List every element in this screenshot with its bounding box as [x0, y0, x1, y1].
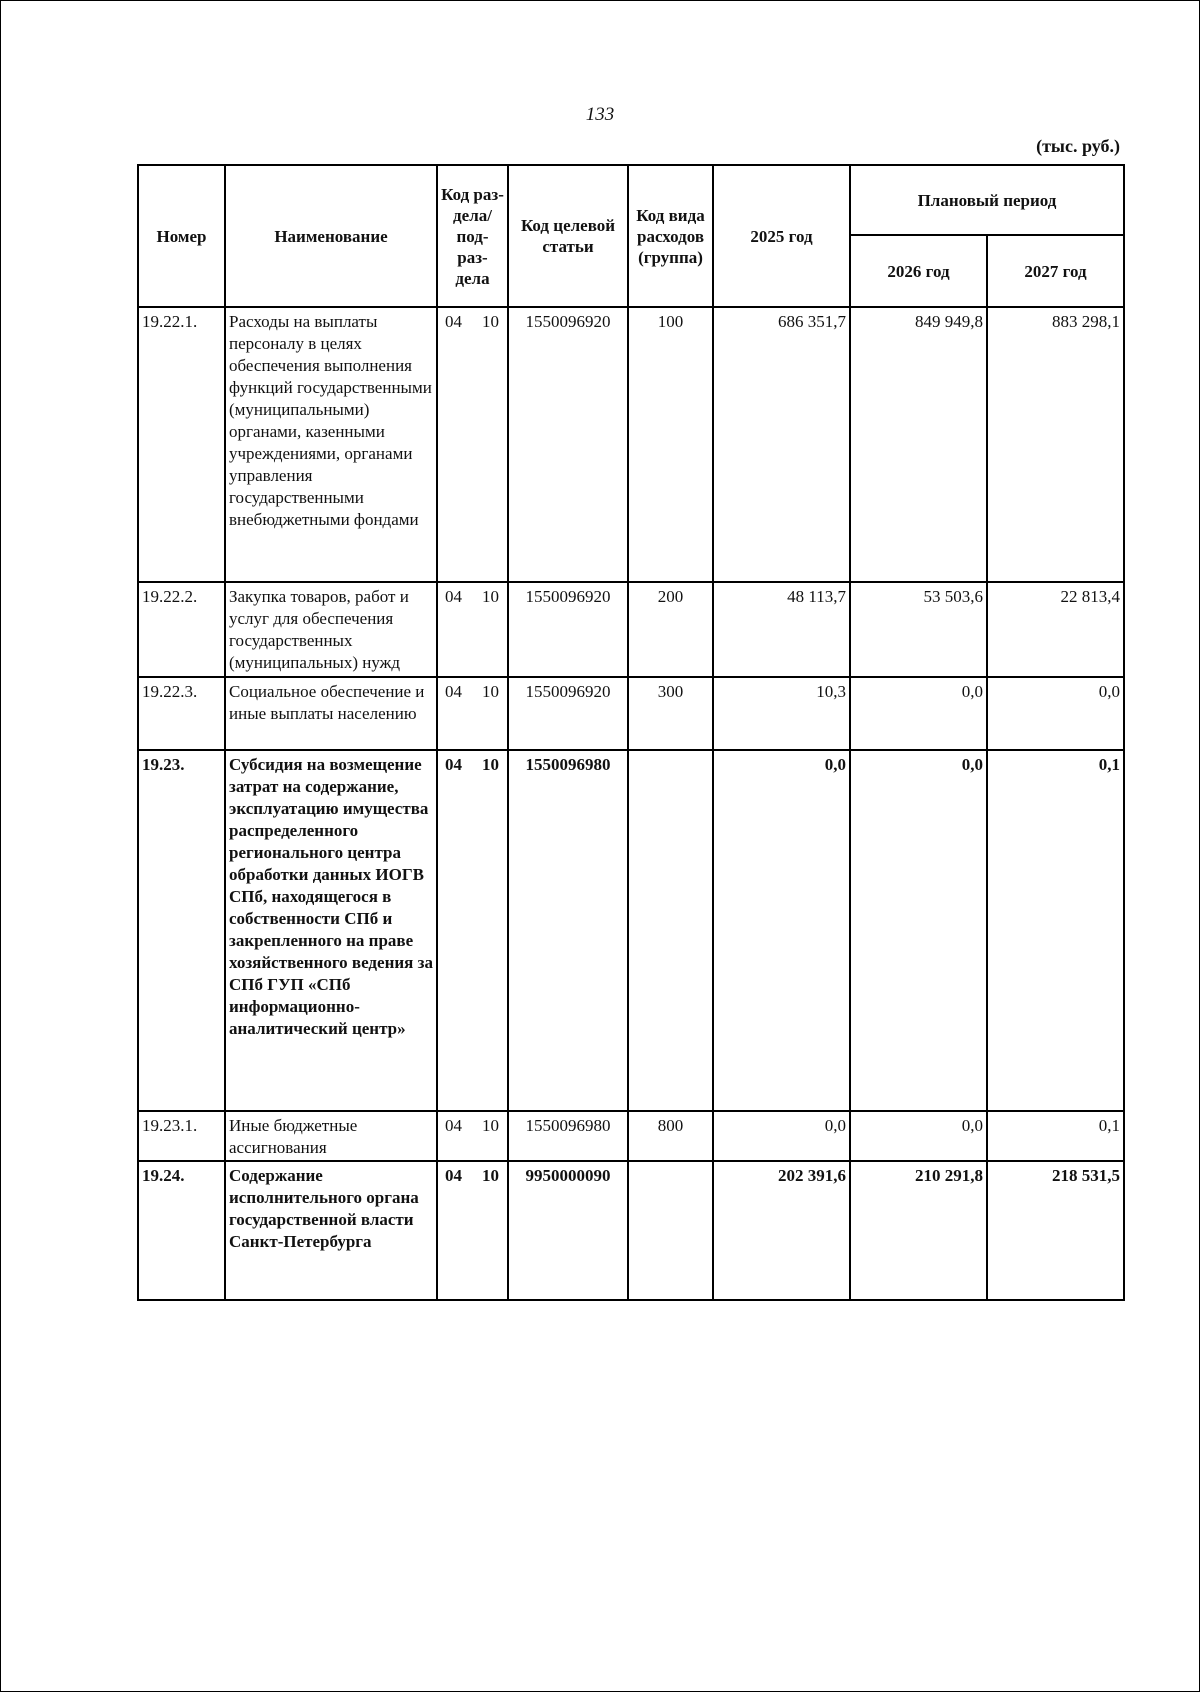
cell-amount-2025: 0,0 [713, 1111, 850, 1161]
cell-section-code [437, 677, 508, 750]
cell-expense-type [628, 1161, 713, 1300]
cell-amount-2027: 0,0 [987, 677, 1124, 750]
cell-target-code: 1550096920 [508, 582, 628, 677]
header-number: Номер [138, 165, 225, 307]
cell-section-code [437, 750, 508, 1111]
section-code: 04 [445, 682, 462, 701]
cell-amount-2026: 849 949,8 [850, 307, 987, 582]
cell-amount-2026: 0,0 [850, 750, 987, 1111]
header-year-2025: 2025 год [713, 165, 850, 307]
header-year-2027: 2027 год [987, 235, 1124, 307]
cell-amount-2026: 53 503,6 [850, 582, 987, 677]
cell-amount-2026: 0,0 [850, 677, 987, 750]
cell-name: Иные бюджетные ассигнования [225, 1111, 437, 1161]
cell-section-code [437, 1111, 508, 1161]
cell-section-code [437, 582, 508, 677]
cell-amount-2027: 0,1 [987, 1111, 1124, 1161]
cell-amount-2025: 202 391,6 [713, 1161, 850, 1300]
subsection-code: 10 [482, 312, 499, 331]
cell-expense-type: 100 [628, 307, 713, 582]
cell-name: Социальное обеспечение и иные выплаты населению [225, 677, 437, 750]
table-body [138, 307, 1124, 1300]
cell-amount-2025: 10,3 [713, 677, 850, 750]
cell-section-code [437, 1161, 508, 1300]
cell-target-code: 1550096980 [508, 1111, 628, 1161]
cell-number: 19.22.3. [138, 677, 225, 750]
table-row [138, 1111, 1124, 1161]
table-row [138, 750, 1124, 1111]
cell-amount-2027: 0,1 [987, 750, 1124, 1111]
cell-expense-type: 300 [628, 677, 713, 750]
cell-target-code: 9950000090 [508, 1161, 628, 1300]
cell-target-code: 1550096920 [508, 307, 628, 582]
section-code: 04 [445, 1166, 462, 1185]
section-code: 04 [445, 587, 462, 606]
cell-number: 19.23.1. [138, 1111, 225, 1161]
cell-name: Содержание исполнительного органа государственной власти Санкт-Петербурга [225, 1161, 437, 1300]
cell-amount-2027: 22 813,4 [987, 582, 1124, 677]
subsection-code: 10 [482, 1166, 499, 1185]
cell-amount-2027: 218 531,5 [987, 1161, 1124, 1300]
subsection-code: 10 [482, 587, 499, 606]
table-row [138, 307, 1124, 582]
header-target: Код целевой статьи [508, 165, 628, 307]
cell-expense-type [628, 750, 713, 1111]
cell-target-code: 1550096920 [508, 677, 628, 750]
cell-number: 19.23. [138, 750, 225, 1111]
subsection-code: 10 [482, 682, 499, 701]
cell-number: 19.24. [138, 1161, 225, 1300]
cell-amount-2025: 0,0 [713, 750, 850, 1111]
table-row [138, 582, 1124, 677]
header-expense-type: Код вида расходов (группа) [628, 165, 713, 307]
cell-target-code: 1550096980 [508, 750, 628, 1111]
header-planning-period: Плановый период [850, 165, 1124, 235]
cell-amount-2025: 48 113,7 [713, 582, 850, 677]
cell-amount-2025: 686 351,7 [713, 307, 850, 582]
table-row [138, 1161, 1124, 1300]
header-section: Код раз- дела/ под- раз- дела [437, 165, 508, 307]
section-code: 04 [445, 1116, 462, 1135]
subsection-code: 10 [482, 755, 499, 774]
units-label: (тыс. руб.) [1036, 136, 1120, 156]
subsection-code: 10 [482, 1116, 499, 1135]
cell-number: 19.22.1. [138, 307, 225, 582]
table-row [138, 677, 1124, 750]
header-name: Наименование [225, 165, 437, 307]
section-code: 04 [445, 312, 462, 331]
cell-number: 19.22.2. [138, 582, 225, 677]
cell-name: Расходы на выплаты персоналу в целях обеспечения выполнения функций государственными (муниципальными) органами, казенными учреждениями, органами управления государственными внебюджетными фондами [225, 307, 437, 582]
cell-amount-2026: 0,0 [850, 1111, 987, 1161]
cell-expense-type: 800 [628, 1111, 713, 1161]
cell-amount-2027: 883 298,1 [987, 307, 1124, 582]
cell-name: Закупка товаров, работ и услуг для обеспечения государственных (муниципальных) нужд [225, 582, 437, 677]
section-code: 04 [445, 755, 462, 774]
budget-table [137, 164, 1125, 1301]
cell-expense-type: 200 [628, 582, 713, 677]
header-year-2026: 2026 год [850, 235, 987, 307]
page-number: 133 [585, 104, 615, 125]
cell-amount-2026: 210 291,8 [850, 1161, 987, 1300]
cell-name: Субсидия на возмещение затрат на содержание, эксплуатацию имущества распределенного регионального центра обработки данных ИОГВ СПб, находящегося в собственности СПб и закрепленного на праве хозяйственного ведения за СПб ГУП «СПб информационно-аналитический центр» [225, 750, 437, 1111]
cell-section-code [437, 307, 508, 582]
